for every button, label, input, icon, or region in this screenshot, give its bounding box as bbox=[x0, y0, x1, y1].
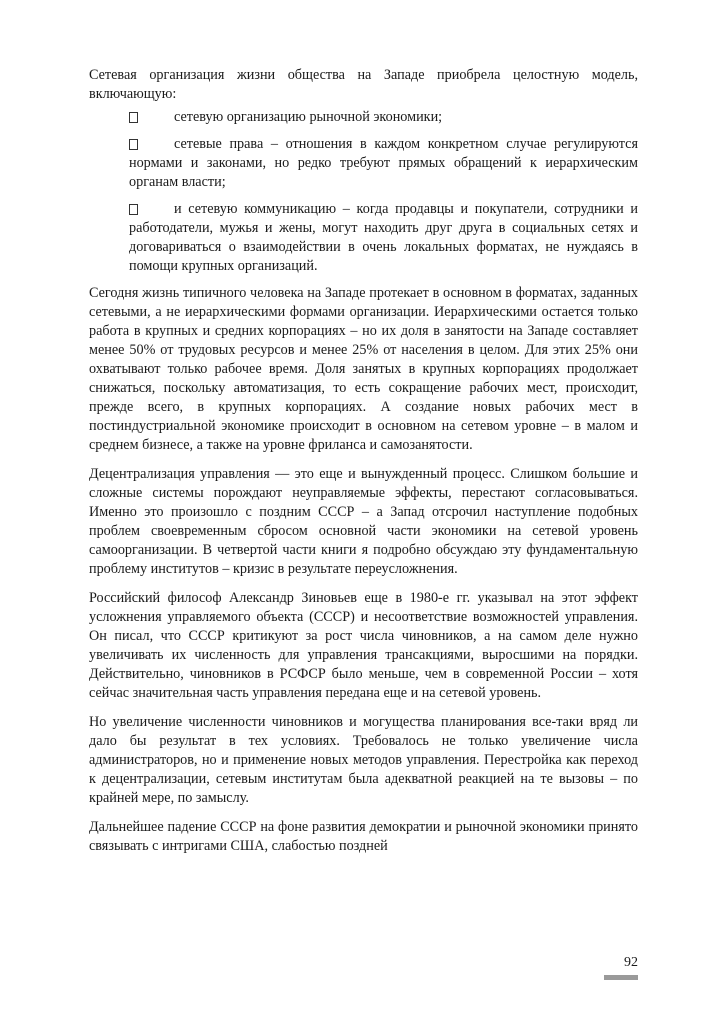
page-number: 92 bbox=[624, 955, 638, 970]
bullet-box-icon bbox=[129, 139, 138, 150]
list-item bbox=[89, 108, 638, 127]
body-paragraph: Дальнейшее падение СССР на фоне развития демократии и рыночной экономики принято связывать с интригами США, слабостью поздней bbox=[89, 819, 638, 854]
body-paragraph: Сегодня жизнь типичного человека на Западе протекает в основном в форматах, заданных сетевыми, а не иерархическими формами организации. Иерархическими остается только работа в крупных и средних корпорациях – но их доля в занятости на Западе составляет менее 50% от трудовых ресурсов и менее 25% от населения в целом. Для этих 25% они охватывают только рабочее время. Доля занятых в крупных корпорациях продолжает снижаться, поскольку автоматизация, то есть сокращение рабочих мест, происходит, прежде всего, в крупных корпорациях. А создание новых рабочих мест в постиндустриальной экономике происходит в основном на сетевом уровне – в малом и среднем бизнесе, а также на уровне фриланса и самозанятости. bbox=[89, 285, 638, 453]
bullet-list bbox=[89, 108, 638, 276]
bullet-box-icon bbox=[129, 112, 138, 123]
body-paragraph: Но увеличение численности чиновников и могущества планирования все-таки вряд ли дало бы результат в тех условиях. Требовалось не только увеличение числа администраторов, но и применение новых методов управления. Перестройка как переход к децентрализации, сетевым институтам была адекватной реакцией на те вызовы – по крайней мере, по замыслу. bbox=[89, 714, 638, 806]
bullet-text: сетевые права – отношения в каждом конкретном случае регулируются нормами и законами, но редко требуют прямых обращений к иерархическим органам власти; bbox=[129, 136, 638, 190]
document-page bbox=[89, 66, 638, 866]
bullet-box-icon bbox=[129, 204, 138, 215]
bullet-text: и сетевую коммуникацию – когда продавцы и покупатели, сотрудники и работодатели, мужья и жены, могут находить друг друга в социальных сетях и договариваться о взаимодействии в очень локальных форматах, не нуждаясь в помощи крупных организаций. bbox=[129, 201, 638, 274]
bullet-text: сетевую организацию рыночной экономики; bbox=[174, 109, 443, 125]
body-paragraph: Российский философ Александр Зиновьев еще в 1980-е гг. указывал на этот эффект усложнения управляемого объекта (СССР) и несоответствие возможностей управления. Он писал, что СССР критикуют за рост числа чиновников, а на самом деле нужно увеличивать их численность для управления трансакциями, выросшими на порядки. Действительно, чиновников в РСФСР было меньше, чем в современной России – хотя сейчас значительная часть управления передана еще и на сетевой уровень. bbox=[89, 590, 638, 701]
page-number-bar bbox=[604, 975, 638, 980]
intro-paragraph: Сетевая организация жизни общества на Западе приобрела целостную модель, включающую: bbox=[89, 67, 638, 102]
body-paragraph: Децентрализация управления — это еще и вынужденный процесс. Слишком большие и сложные системы порождают неуправляемые эффекты, перестают согласовываться. Именно это произошло с поздним СССР – а Запад отсрочил наступление подобных проблем своевременным сбросом основной части экономики на сетевой уровень самоорганизации. В четвертой части книги я подробно обсуждаю эту фундаментальную проблему институтов – кризис в результате переусложнения. bbox=[89, 466, 638, 577]
list-item bbox=[89, 200, 638, 276]
list-item bbox=[89, 135, 638, 192]
